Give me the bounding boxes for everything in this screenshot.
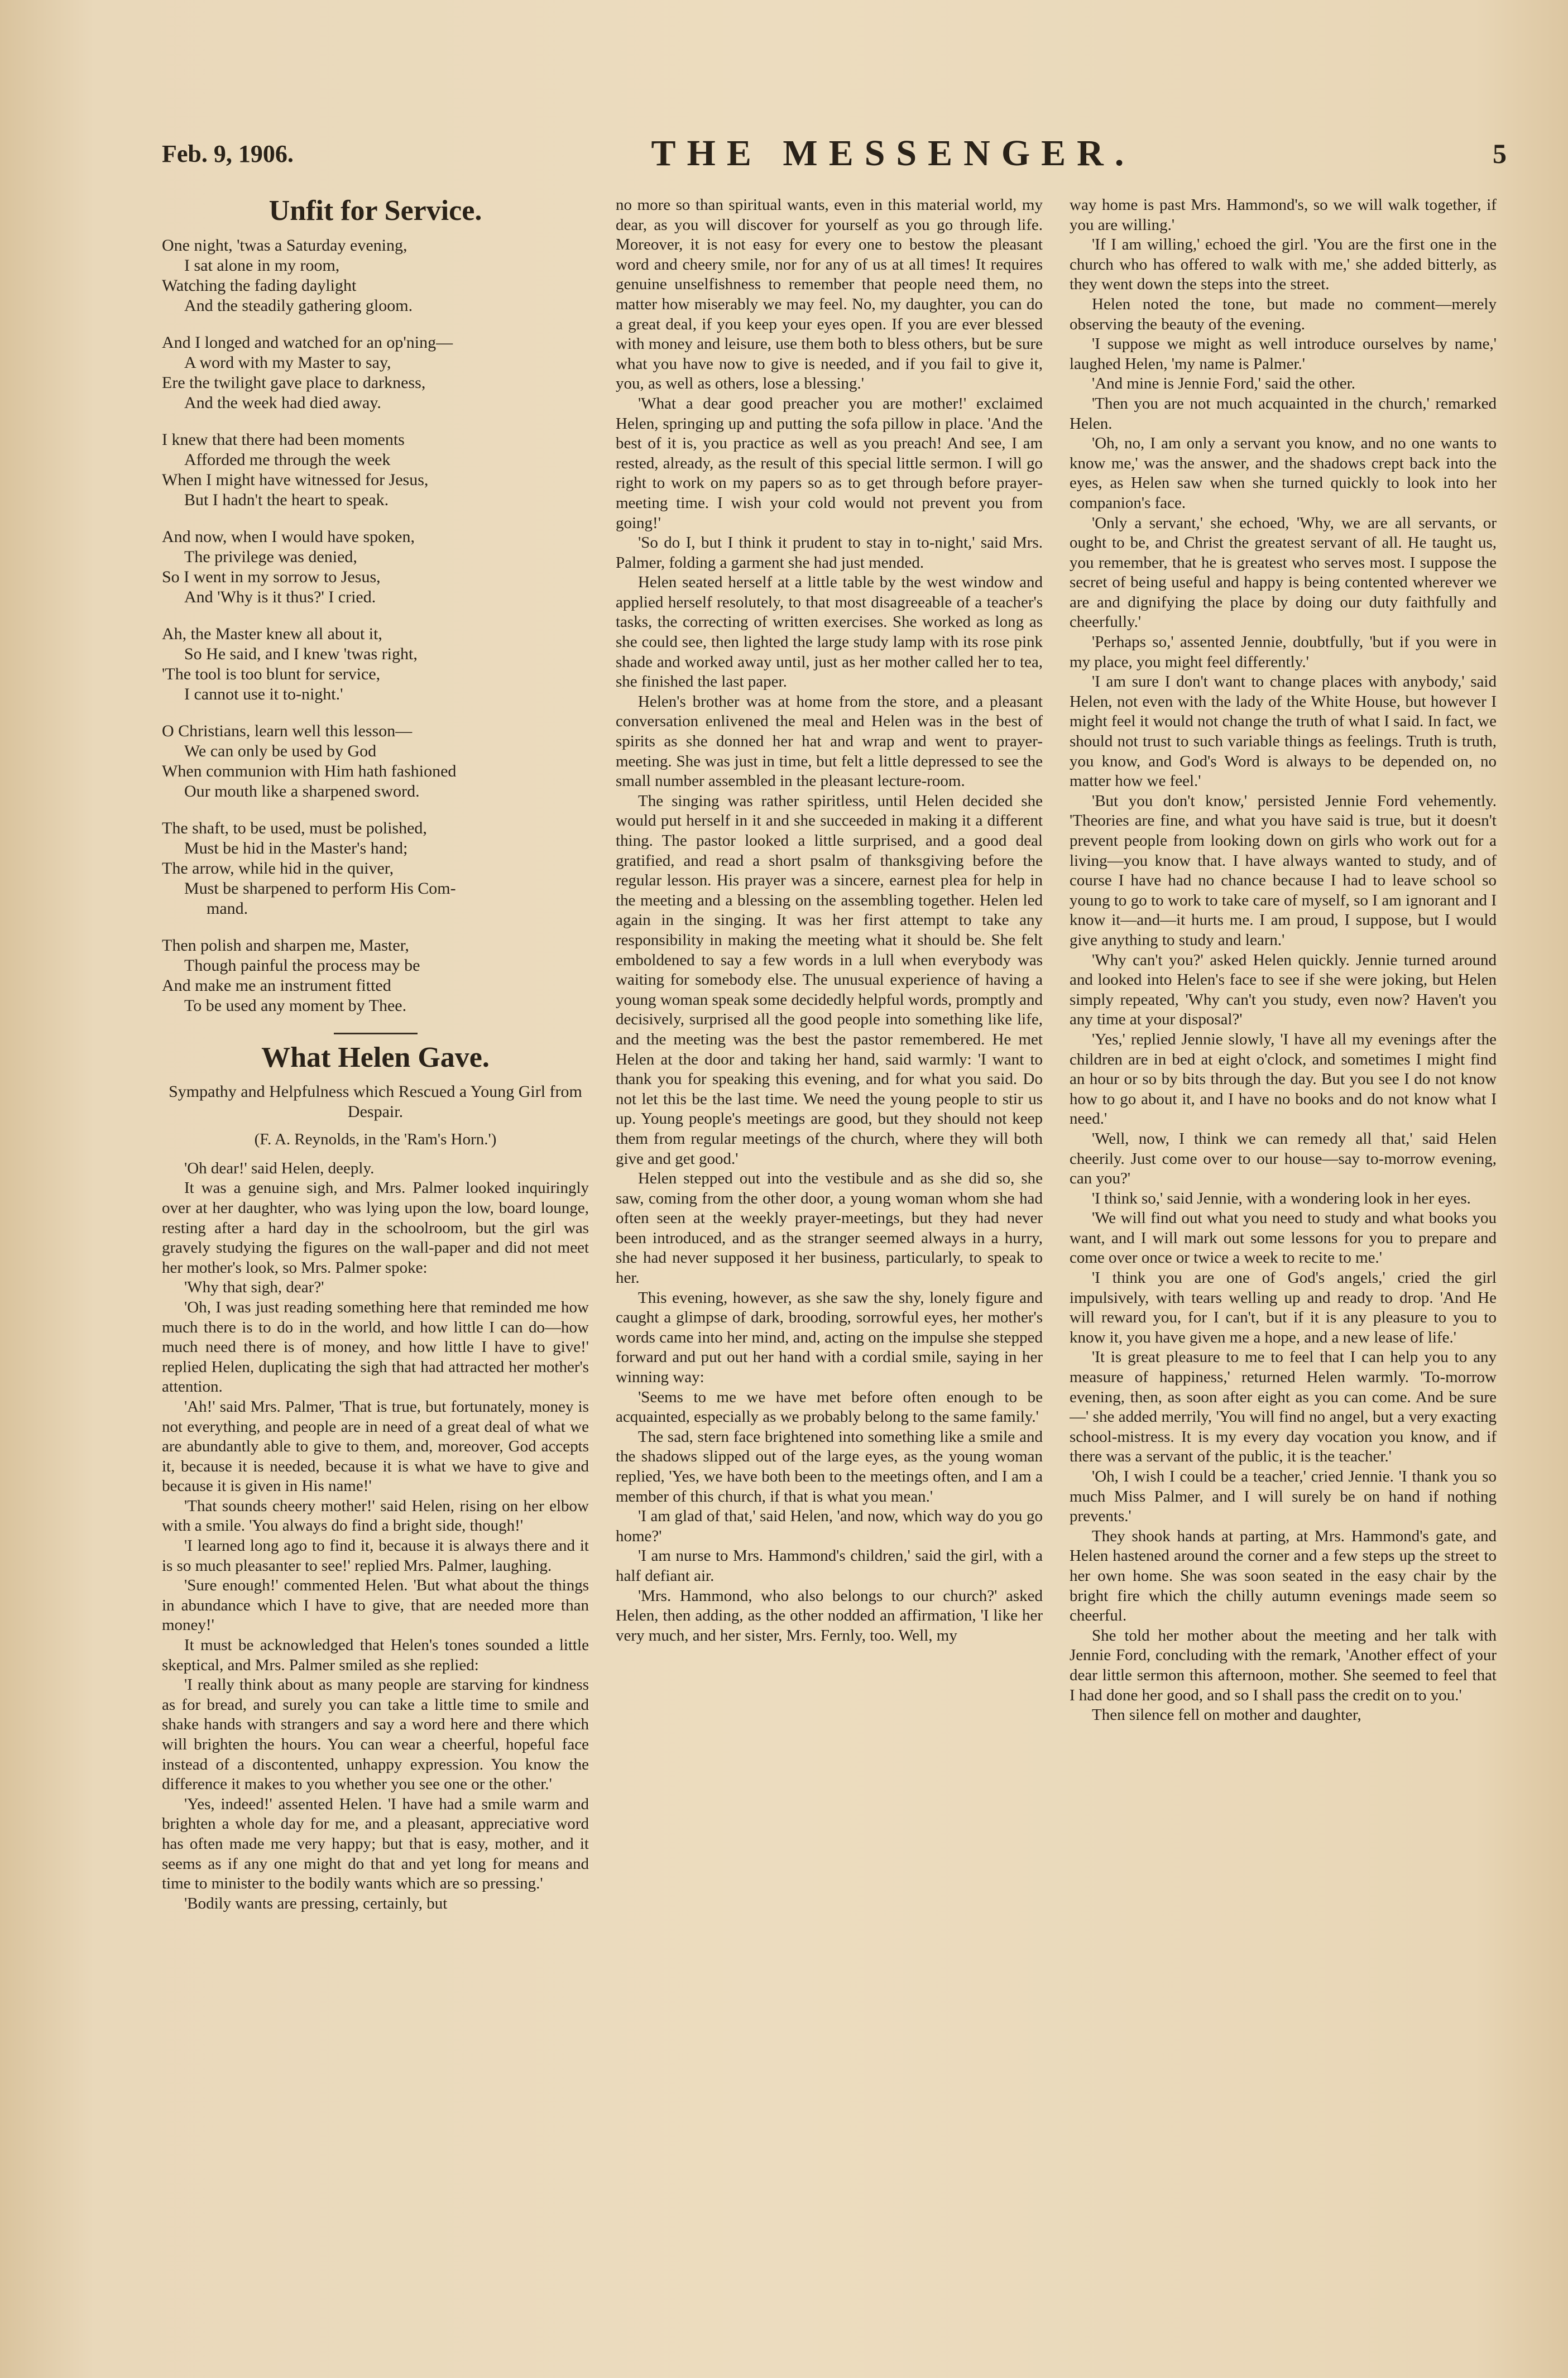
story-part-2 (616, 195, 1043, 1646)
poem-line: The privilege was denied, (184, 547, 357, 566)
poem-line: And 'Why is it thus?' I cried. (184, 587, 376, 606)
poem-line: And the week had died away. (184, 393, 381, 412)
poem-line: When I might have witnessed for Jesus, (162, 470, 429, 489)
poem-line: Though painful the process may be (184, 956, 420, 975)
poem-line: One night, 'twas a Saturday evening, (162, 236, 407, 255)
story-paragraph: 'So do I, but I think it prudent to stay in to-night,' said Mrs. Palmer, folding a garment she had just mended. (616, 534, 1043, 572)
poem-body (162, 236, 589, 1016)
poem-line: And I longed and watched for an op'ning— (162, 333, 453, 352)
story-paragraph: 'And mine is Jennie Ford,' said the other. (1092, 375, 1355, 393)
story-paragraph: 'Yes, indeed!' assented Helen. 'I have had a smile warm and brighten a whole day for me, and a pleasant, appreciative word has often made me very happy; but that is easy, mother, and it seems as if any one might do that and yet long for means and time to minister to the bodily wants which are so pressing.' (162, 1795, 589, 1893)
poem-line: I knew that there had been moments (162, 430, 405, 449)
story-paragraph: 'I am sure I don't want to change places with anybody,' said Helen, not even with the lady of the White House, but however I might feel it would not change the truth of what I said. In fact, we should not trust to such variable things as feelings. Truth is truth, you know, and God's Word is always to be depended on, no matter how we feel.' (1070, 673, 1497, 790)
poem-line: Must be hid in the Master's hand; (184, 838, 408, 857)
poem-line: So He said, and I knew 'twas right, (184, 644, 418, 663)
column-1 (162, 195, 589, 2361)
story-paragraph: way home is past Mrs. Hammond's, so we will walk together, if you are willing.' (1070, 196, 1497, 234)
section-divider (334, 1033, 418, 1034)
story-paragraph: 'Oh, no, I am only a servant you know, and no one wants to know me,' was the answer, and the shadows crept back into the eyes, as Helen saw when she turned quickly to look into her companion's face. (1070, 434, 1497, 512)
poem-line: Then polish and sharpen me, Master, (162, 936, 409, 955)
poem-stanza (162, 721, 589, 802)
story-subtitle: Sympathy and Helpfulness which Rescued a Young Girl from Despair. (169, 1082, 582, 1121)
story-part-3 (1070, 195, 1497, 1725)
poem-line: But I hadn't the heart to speak. (184, 490, 389, 509)
story-paragraph: 'It is great pleasure to me to feel that I can help you to any measure of happiness,' returned Helen warmly. 'To-morrow evening, then, as soon after eight as you can come. And be sure—' she added merrily, 'You will find no angel, but a very exacting school-mistress. It is my every day vocation you know, and if there was a servant of the public, it is the teacher.' (1070, 1348, 1497, 1466)
page-header (162, 128, 1507, 179)
story-paragraph: 'Why that sigh, dear?' (184, 1278, 324, 1297)
poem-line: We can only be used by God (184, 741, 377, 760)
story-paragraph: Helen noted the tone, but made no comment—merely observing the beauty of the evening. (1070, 295, 1497, 333)
page-number: 5 (1493, 138, 1507, 169)
story-paragraph: 'I think so,' said Jennie, with a wondering look in her eyes. (1092, 1189, 1471, 1207)
poem-line: The shaft, to be used, must be polished, (162, 818, 427, 837)
poem-line: Afforded me through the week (184, 450, 391, 469)
story-paragraph: 'I think you are one of God's angels,' cried the girl impulsively, with tears welling up and ready to drop. 'And He will reward you, for I can't, but if it is any pleasure to you to know it, you have given me a hope, and a new lease of life.' (1070, 1269, 1497, 1346)
story-part-1 (162, 1159, 589, 1914)
poem-stanza (162, 430, 589, 510)
story-paragraph: It must be acknowledged that Helen's tones sounded a little skeptical, and Mrs. Palmer smiled as she replied: (162, 1636, 589, 1674)
story-paragraph: 'Only a servant,' she echoed, 'Why, we are all servants, or ought to be, and Christ the greatest servant of all. He taught us, you remember, that he is greatest who serves most. I suppose the secret of being useful and happy is being contented wherever we are and dignifying the place by doing our duty faithfully and cheerfully.' (1070, 514, 1497, 631)
story-paragraph: The sad, stern face brightened into something like a smile and the shadows slipped out of the large eyes, as the young woman replied, 'Yes, we have both been to the meetings often, and I am a member of this church, if that is what you mean.' (616, 1427, 1043, 1506)
story-paragraph: 'Mrs. Hammond, who also belongs to our church?' asked Helen, then adding, as the other nodded an affirmation, 'I like her very much, and her sister, Mrs. Fernly, too. Well, my (616, 1586, 1043, 1645)
masthead-title: THE MESSENGER. (651, 133, 1135, 174)
poem-line: I sat alone in my room, (184, 256, 340, 275)
story-title: What Helen Gave. (261, 1041, 490, 1073)
story-paragraph: 'Ah!' said Mrs. Palmer, 'That is true, but fortunately, money is not everything, and people are in need of a great deal of what we are abundantly able to give to them, and, moreover, God accepts it, because it is needed, because it is what we have to give and because it is given in His name!' (162, 1397, 589, 1495)
poem-line: I cannot use it to-night.' (184, 684, 343, 703)
poem-line: O Christians, learn well this lesson— (162, 721, 413, 740)
story-paragraph: 'Yes,' replied Jennie slowly, 'I have all my evenings after the children are in bed at eight o'clock, and sometimes I might find an hour or so by bits through the day. But you see I do not know how to go about it, and I have no books and do not know what I need.' (1070, 1030, 1497, 1128)
story-paragraph: 'Oh dear!' said Helen, deeply. (184, 1159, 375, 1177)
poem-line: Ah, the Master knew all about it, (162, 624, 382, 643)
poem-line: 'The tool is too blunt for service, (162, 664, 381, 683)
story-paragraph: This evening, however, as she saw the shy, lonely figure and caught a glimpse of dark, brooding, sorrowful eyes, her mother's words came into her mind, and, acting on the impulse she stepped forward and put out her hand with a cordial smile, saying in her winning way: (616, 1288, 1043, 1387)
poem-line: Ere the twilight gave place to darkness, (162, 373, 426, 392)
story-paragraph: It was a genuine sigh, and Mrs. Palmer looked inquiringly over at her daughter, who was lying upon the low, board lounge, resting after a hard day in the schoolroom, but the girl was gravely studying the figures on the wall-paper and did not meet her mother's look, so Mrs. Palmer spoke: (162, 1179, 589, 1277)
story-byline: (F. A. Reynolds, in the 'Ram's Horn.') (254, 1130, 497, 1149)
poem-line: mand. (207, 899, 248, 918)
story-paragraph: Then silence fell on mother and daughter, (1092, 1706, 1361, 1724)
column-2 (616, 195, 1043, 2361)
poem-stanza (162, 936, 589, 1016)
story-paragraph: 'I suppose we might as well introduce ourselves by name,' laughed Helen, 'my name is Palmer.' (1070, 335, 1497, 373)
story-paragraph: She told her mother about the meeting and her talk with Jennie Ford, concluding with the remark, 'Another effect of your dear little sermon this afternoon, mother. She seemed to feel that I had done her good, and so I shall pass the credit on to you.' (1070, 1626, 1497, 1704)
story-paragraph: 'I am glad of that,' said Helen, 'and now, which way do you go home?' (616, 1507, 1043, 1545)
poem-line: So I went in my sorrow to Jesus, (162, 567, 381, 586)
poem-line: A word with my Master to say, (184, 353, 391, 372)
story-paragraph: They shook hands at parting, at Mrs. Hammond's gate, and Helen hastened around the corner and a few steps up the street to her own home. She was soon seated in the easy chair by the bright fire which the chilly autumn evenings made seem so cheerful. (1070, 1527, 1497, 1625)
poem-line: The arrow, while hid in the quiver, (162, 859, 394, 878)
story-paragraph: no more so than spiritual wants, even in this material world, my dear, as you will discover for yourself as you go through life. Moreover, it is not easy for every one to bestow the pleasant word and cheery smile, nor for any of us at all times! It requires genuine unselfishness to remember that people need them, no matter how miserably we may feel. No, my daughter, you can do a great deal, if you keep your eyes open. If you are ever blessed with money and leisure, use them both to bless others, but be sure what you have now to give is needed, and if you fail to give it, you, as well as others, lose a blessing.' (616, 196, 1043, 393)
story-paragraph: 'I am nurse to Mrs. Hammond's children,' said the girl, with a half defiant air. (616, 1547, 1043, 1585)
story-paragraph: 'Oh, I was just reading something here that reminded me how much there is to do in the world, and how little I can do—how much need there is of money, and how little I have to give!' replied Helen, duplicating the sigh that had attracted her mother's attention. (162, 1298, 589, 1396)
poem-line: Watching the fading daylight (162, 276, 357, 295)
story-paragraph: 'That sounds cheery mother!' said Helen, rising on her elbow with a smile. 'You always do find a bright side, though!' (162, 1497, 589, 1535)
story-paragraph: 'Bodily wants are pressing, certainly, but (184, 1894, 448, 1912)
issue-date: Feb. 9, 1906. (162, 140, 294, 167)
poem-line: Our mouth like a sharpened sword. (184, 782, 420, 800)
story-paragraph: 'Perhaps so,' assented Jennie, doubtfully, 'but if you were in my place, you might feel differently.' (1070, 633, 1497, 671)
poem-line: And now, when I would have spoken, (162, 527, 415, 546)
poem-title: Unfit for Service. (268, 195, 482, 227)
poem-line: When communion with Him hath fashioned (162, 761, 457, 780)
story-paragraph: 'Oh, I wish I could be a teacher,' cried Jennie. 'I thank you so much Miss Palmer, and I will surely be on hand if nothing prevents.' (1070, 1468, 1497, 1526)
poem-stanza (162, 527, 589, 607)
poem-stanza (162, 333, 589, 413)
story-paragraph: 'I really think about as many people are starving for kindness as for bread, and surely you can take a little time to smile and shake hands with strangers and say a word here and there which will brighten the hours. You can wear a cheerful, hopeful face instead of a discontented, unhappy expression. You know the difference it makes to you whether you see one or the other.' (162, 1676, 589, 1794)
story-paragraph: 'I learned long ago to find it, because it is always there and it is so much pleasanter to see!' replied Mrs. Palmer, laughing. (162, 1537, 589, 1575)
story-paragraph: 'If I am willing,' echoed the girl. 'You are the first one in the church who has offered to walk with me,' she added bitterly, as they went down the steps into the street. (1070, 236, 1497, 294)
story-paragraph: Helen's brother was at home from the store, and a pleasant conversation enlivened the meal and Helen was in the best of spirits as she donned her hat and wrap and went to prayer-meeting. She was just in time, but felt a little depressed to see the small number assembled in the pleasant lecture-room. (616, 692, 1043, 790)
column-3 (1070, 195, 1497, 2361)
story-paragraph: 'Why can't you?' asked Helen quickly. Jennie turned around and looked into Helen's face to see if she were joking, but Helen simply repeated, 'Why can't you study, even now? Haven't you any time at your disposal?' (1070, 951, 1497, 1029)
story-paragraph: The singing was rather spiritless, until Helen decided she would put herself in it and she succeeded in making it a different thing. The pastor looked a little surprised, and a good deal gratified, and read a short psalm of thanksgiving before the regular lesson. His prayer was a sincere, earnest plea for help in the meeting and a blessing on the assembling together. Helen led again in the singing. It was her first attempt to take any responsibility in making the meeting what it should be. She felt emboldened to say a few words in a lull when everybody was waiting for somebody else. The unusual experience of having a young woman speak some decidedly helpful words, promptly and decisively, surprised all the good people into something like life, and the meeting was the best the pastor remembered. He met Helen at the door and taking her hand, said warmly: 'I want to thank you for speaking this evening, and for what you said. Do not let this be the last time. We need the young people to stir us up. Young people's meetings are good, but they should not keep them from regular meetings of the church, where they will both give and get good.' (616, 792, 1043, 1168)
poem-line: And the steadily gathering gloom. (184, 296, 413, 315)
story-paragraph: 'Well, now, I think we can remedy all that,' said Helen cheerily. Just come over to our house—say to-morrow evening, can you?' (1070, 1129, 1497, 1188)
story-paragraph: 'Sure enough!' commented Helen. 'But what about the things in abundance which I have to give, that are needed more than money!' (162, 1576, 589, 1634)
poem-stanza (162, 818, 589, 919)
story-paragraph: Helen stepped out into the vestibule and as she did so, she saw, coming from the other door, a young woman whom she had often seen at the weekly prayer-meetings, but they had never been introduced, and as the stranger seemed always in a hurry, she had never supposed it her business, particularly, to speak to her. (616, 1169, 1043, 1287)
story-paragraph: 'What a dear good preacher you are mother!' exclaimed Helen, springing up and putting the sofa pillow in place. 'And the best of it is, you practice as well as you preach! And see, I am rested, already, as the result of this special little sermon. I will go right to work on my papers so as to get through before prayer-meeting time. I wish your cold would not prevent you from going!' (616, 394, 1043, 532)
story-paragraph: Helen seated herself at a little table by the west window and applied herself resolutely, to that most disagreeable of a teacher's tasks, the correcting of written exercises. She worked as long as she could see, then lighted the large study lamp with its rose pink shade and worked away until, just as her mother called her to tea, she finished the last paper. (616, 573, 1043, 691)
poem-stanza (162, 624, 589, 704)
story-paragraph: 'But you don't know,' persisted Jennie Ford vehemently. 'Theories are fine, and what you have said is true, but it doesn't prevent people from looking down on girls who work out for a living—you know that. I have always wanted to study, and of course I have had no chance because I had to leave school so young to go to work to take care of myself, so I am ignorant and I know it—and—it hurts me. I am proud, I suppose, but I would give anything to study and learn.' (1070, 792, 1497, 949)
story-paragraph: 'We will find out what you need to study and what books you want, and I will mark out some lessons for you to prepare and come over once or twice a week to recite to me.' (1070, 1209, 1497, 1267)
poem-line: Must be sharpened to perform His Com- (184, 879, 456, 898)
article-columns (162, 195, 1507, 2361)
story-paragraph: 'Seems to me we have met before often enough to be acquainted, especially as we probably belong to the same family.' (616, 1388, 1043, 1426)
poem-stanza (162, 236, 589, 316)
story-paragraph: 'Then you are not much acquainted in the church,' remarked Helen. (1070, 394, 1497, 433)
poem-line: And make me an instrument fitted (162, 976, 391, 995)
poem-line: To be used any moment by Thee. (184, 996, 407, 1015)
